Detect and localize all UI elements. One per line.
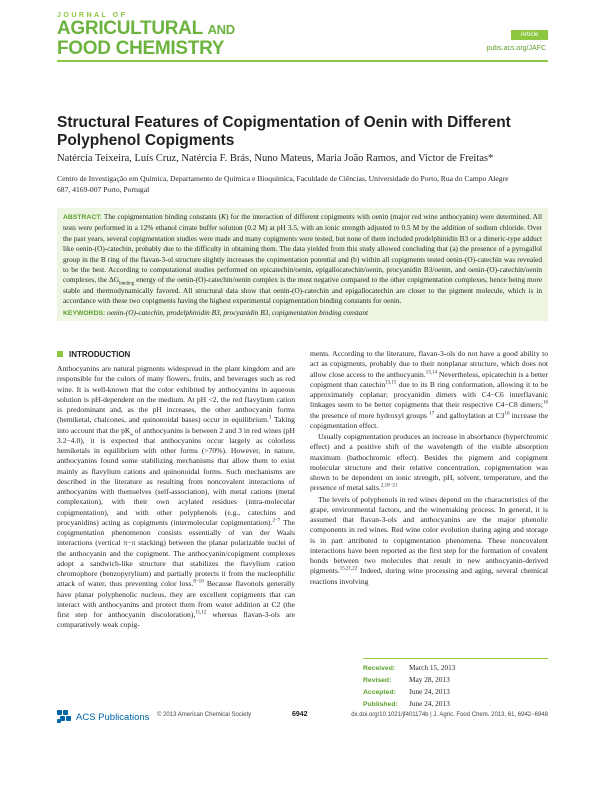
journal-url-link[interactable]: pubs.acs.org/JAFC [486,45,546,52]
section-heading-text: INTRODUCTION [69,350,131,359]
intro-subscript: a [130,432,133,438]
abstract-label: ABSTRACT: [63,214,102,221]
citation-sup[interactable]: 15,21,22 [339,566,358,572]
logo-small-text: JOURNAL OF [57,12,128,19]
citation-sup[interactable]: 11,12 [195,610,207,616]
intro-text-d: The copigmentation phenomenon consists essentially of van der Waals interactions (vertical π−π stacking) between the planar polarizable nuclei of the anthocyanin and the copigment. The anthocyanin/copigment complexes adopt a sandwich-like structure that stabilizes the flavylium cation chromophore (benzopyrylium) and partially protects it from the nucleophilic attack of water, thus preventing color loss. [57,517,295,589]
right-paragraph-3 [310,495,548,587]
section-heading-introduction [57,350,130,359]
right-paragraph-1 [310,349,548,431]
doi-citation[interactable]: dx.doi.org/10.1021/jf401174b | J. Agric. Food Chem. 2013, 61, 6942−6948 [351,712,548,718]
abstract-box [57,208,548,321]
logo-word-and: AND [207,22,235,37]
citation-sup[interactable]: 2,18−21 [380,483,398,489]
journal-logo [57,12,317,58]
logo-word-agricultural: AGRICULTURAL [57,18,203,39]
acs-publications-logo [57,710,149,724]
date-value: March 15, 2013 [409,663,456,672]
citation-sup[interactable]: 13,15 [385,380,397,386]
publication-dates [363,658,548,710]
copyright: © 2013 American Chemical Society [157,712,252,718]
citation-sup[interactable]: 13,14 [425,369,437,375]
right-paragraph-2 [310,432,548,494]
right-text-f: increase the copigmentation effect. [310,410,549,430]
right-text-g: Usually copigmentation produces an increase in absorbance (hyperchromic effect) and a positive shift of the wavelength of the visible absorption maximum (bathochromic effect). Besides the pigment and copigment molecular structure and their relative concentration, copigmentation was shown to be dependent on ionic strength, pH, solvent, temperature, and the presence of metal salts. [310,432,548,493]
intro-paragraph-1 [57,364,295,631]
header-divider [57,60,548,62]
affiliation: Centro de Investigação em Química, Departamento de Química e Bioquímica, Faculdade de Ciências, Universidade do Porto, Rua do Campo Alegre 687, 4169-007 Porto, Portugal [57,174,509,194]
date-value: May 28, 2013 [409,675,450,684]
abstract-text-3: energy of the oenin-(O)-catechin/oenin complex is the most negative compared to the other copigmentation complexes, hence being more stable and thermodynamically favored. All structural data show that oenin-(O)-catechin and epigallocatechin are closer to the pigment molecule, which is in accordance with these two copigments having the highest experimental copigmentation binding constants for oenin. [63,275,542,306]
right-text-h: The levels of polyphenols in red wines depend on the characteristics of the grape, environmental factors, and the winemaking process. In general, it is assumed that flavan-3-ols and anthocyanins are the major phenolic components in red wines. Red wine color evolution during aging and storage is in part attributed to copigmentation phenomena. These noncovalent interactions have been reported as the first step for the formation of covalent bonds between two molecules that result in new anthocyanin-derived pigments. [310,494,548,576]
right-text-i: Indeed, during wine processing and aging, several chemical reactions involving [310,566,548,586]
logo-line-2: FOOD CHEMISTRY [57,38,225,59]
intro-text-b: Taking into account that the pK [57,415,295,435]
citation-sup[interactable]: 8−10 [193,579,204,585]
abstract-k-symbol: K [221,212,227,221]
article-title: Structural Features of Copigmentation of Oenin with Different Polyphenol Copigments [57,114,511,149]
citation-sup[interactable]: 1 [268,415,272,421]
article-type-badge: Article [511,30,548,40]
date-value: June 24, 2013 [409,687,450,696]
right-text-b: Nevertheless, epicatechin is a better copigment than catechin [310,369,548,389]
date-accepted [363,686,548,698]
right-text-d: the presence of more hydroxyl groups [310,410,430,420]
citation-sup[interactable]: 2−7 [272,518,281,524]
right-text-a: ments. According to the literature, flavan-3-ols do not have a good ability to act as copigments, probably due to their nonplanar structure, which does not allow close access to the anthocyanin. [310,349,548,379]
intro-text-e: Because flavonols generally have planar polyphenolic nucleus, they are excellent copigments that can interact with anthocyanins and protect them from water addition at C2 (the first step for anthocyanin discoloration), [57,579,295,619]
abstract-text-1: The copigmentation binding constants ( [103,212,222,221]
keywords [63,308,542,319]
abstract-subscript: binding [118,281,135,287]
date-label: Published: [363,701,398,708]
citation-sup[interactable]: 16 [504,410,510,416]
intro-text-c: of anthocyanins is between 2 and 3 in red wines (pH 3.2−4.0), it is expected that anthocyanins occur largely as colorless hemiketals in equilibrium with other forms (>70%). However, in nature, anthocyanins found some stabilizing mechanisms that allow them to exist mainly as flavylium cations and quinonoidal forms. Such mechanisms are described in the literature as resulting from noncovalent interactions of anthocyanins with themselves (self-association), with metal cations (metal complexation), with their own acylated residues (intra-molecular copigmentation), and with other polyphenols (e.g., catechins and procyanidins) acting as copigments (intermolecular copigmentation). [57,425,295,527]
intro-text-a: Anthocyanins are natural pigments widespread in the plant kingdom and are responsible for the colors of many flowers, fruits, and beverages such as red wine. It is well-known that the color exhibited by anthocyanins in aqueous solution is pH-dependent on the medium. At pH <2, the red flavylium cation is predominant and, as the pH increases, the other anthocyanin forms (hemiketal, chalcones, and quinonoidal bases) occur in equilibrium. [57,364,295,425]
keywords-label: KEYWORDS: [63,309,106,317]
keywords-text: oenin-(O)-catechin, prodelphinidin B3, procyanidin B3, copigmentation binding constant [107,307,369,317]
intro-column-left [57,364,295,631]
right-text-e: and galloylation at C3 [434,410,505,420]
acs-hexagon-icon [57,710,73,724]
intro-text-f: whereas flavan-3-ols are comparatively weak copig- [57,610,295,630]
logo-line-1 [57,19,317,39]
date-label: Revised: [363,677,392,684]
abstract-text-2: ) for the interaction of different copigments with oenin (major red wine anthocyanin) were determined. All tests were performed in a 12% ethanol citrate buffer solution (0.2 M) at pH 3.5, with an ionic strength adjusted to 0.5 M by the addition of sodium chloride. Over the past years, several copigmentation studies were made and many copigments were tested, but none of them included prodelphinidin B3 or a dimeric-type adduct like oenin-(O)-catechin, probably due to the difficulty in obtaining them. The data yielded from this study allowed concluding that (a) the presence of a pyrogallol group in the B ring of the flavan-3-ol structure slightly increases the copimentation potential and (b) within all copigments tested oenin-(O)-catechin was revealed to be the best. According to computational studies performed on epicatechin/oenin, epigallocatechin/oenin, procyanidin B3/oenin, and oenin-(O)-catechin/oenin complexes, the ΔG [63,212,543,285]
section-square-icon [57,351,63,357]
acs-publisher-name: ACS Publications [76,711,150,723]
date-label: Accepted: [363,689,396,696]
date-revised [363,674,548,686]
date-received [363,662,548,674]
page-footer [57,706,548,730]
author-list: Natércia Teixeira, Luís Cruz, Natércia F. Brás, Nuno Mateus, Maria João Ramos, and Victor de Freitas* [57,153,494,164]
intro-column-right [310,349,548,588]
date-label: Received: [363,665,396,672]
page-number: 6942 [292,711,308,718]
right-text-c: due to its B ring conformation, allowing it to be approximately coplanar; procyanidin dimers with C4−C6 interflavanic linkages seem to be better copigments that their respective C4−C8 dimers; [310,379,548,410]
citation-sup[interactable]: 17 [429,410,435,416]
citation-sup[interactable]: 16 [543,400,548,406]
date-value: June 24, 2013 [409,699,450,708]
